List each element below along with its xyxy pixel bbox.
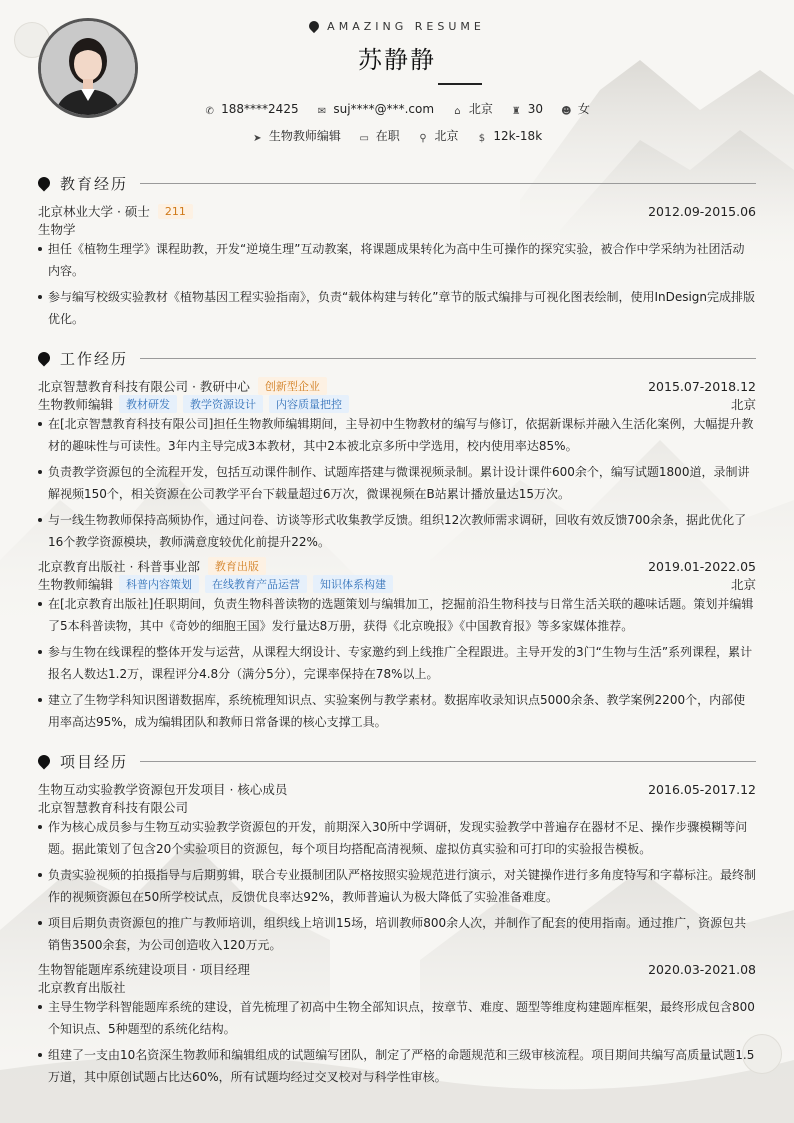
salary-item: $ 12k-18k bbox=[476, 129, 542, 144]
contact-row bbox=[0, 100, 794, 117]
ink-drop-icon bbox=[36, 350, 53, 367]
education-bullets bbox=[38, 238, 756, 334]
list-item: 建立了生物学科知识图谱数据库，系统梳理知识点、实验案例与教学素材。数据库收录知识点5000余条、教学案例2200个，内部使用率高达95%，成为编辑团队和教师日常备课的核心支撑工具。 bbox=[38, 689, 756, 733]
skill-tag: 知识体系构建 bbox=[313, 575, 393, 593]
project-entry-head bbox=[38, 780, 756, 798]
work-date: 2015.07-2018.12 bbox=[648, 378, 756, 394]
email-item: ✉ suj****@***.com bbox=[317, 102, 435, 117]
role: 生物教师编辑 bbox=[38, 577, 114, 592]
home-icon: ⌂ bbox=[454, 106, 461, 117]
project-org: 北京教育出版社 bbox=[38, 980, 126, 995]
briefcase-icon: ▭ bbox=[359, 133, 369, 144]
list-item: 在[北京教育出版社]任职期间，负责生物科普读物的选题策划与编辑加工，挖掘前沿生物科技与日常生活关联的趣味话题。策划并编辑了5本科普读物，其中《奇妙的细胞王国》发行量达8万册，获得《北京晚报》《中国教育报》等多家媒体推荐。 bbox=[38, 593, 756, 637]
work-role-row bbox=[38, 575, 756, 593]
project-org: 北京智慧教育科技有限公司 bbox=[38, 800, 189, 815]
skill-tag: 在线教育产品运营 bbox=[205, 575, 307, 593]
phone-icon: ✆ bbox=[205, 106, 214, 117]
work-role-row bbox=[38, 395, 756, 413]
skill-tag: 教学资源设计 bbox=[183, 395, 263, 413]
company-name: 北京教育出版社 · 科普事业部 bbox=[38, 559, 200, 574]
company-name: 北京智慧教育科技有限公司 · 教研中心 bbox=[38, 379, 250, 394]
send-icon: ➤ bbox=[253, 133, 262, 144]
list-item: 参与编写校级实验教材《植物基因工程实验指南》，负责“载体构建与转化”章节的版式编排与可视化图表绘制，使用InDesign完成排版优化。 bbox=[38, 286, 756, 330]
section-title: 教育经历 bbox=[60, 174, 129, 193]
list-item: 主导生物学科智能题库系统的建设，首先梳理了初高中生物全部知识点，按章节、难度、题型等维度构建题库框架，最终形成包含800个知识点、5种题型的系统化结构。 bbox=[38, 996, 756, 1040]
project-date: 2020.03-2021.08 bbox=[648, 961, 756, 977]
project-bullets bbox=[38, 996, 756, 1092]
target-city-item: ⚲ 北京 bbox=[419, 129, 459, 144]
age-item: ♜ 30 bbox=[511, 102, 544, 117]
work-entry-head bbox=[38, 377, 756, 395]
role: 生物教师编辑 bbox=[38, 397, 114, 412]
major: 生物学 bbox=[38, 222, 76, 237]
company-tag: 创新型企业 bbox=[258, 377, 327, 395]
ink-drop-icon bbox=[307, 19, 321, 33]
ink-drop-icon bbox=[36, 175, 53, 192]
work-city: 北京 bbox=[730, 577, 756, 592]
gender-item: ☻ 女 bbox=[561, 102, 590, 117]
skill-tag: 教材研发 bbox=[119, 395, 177, 413]
candidate-name: 苏静静 bbox=[358, 46, 436, 74]
section-work bbox=[38, 348, 756, 368]
work-city: 北京 bbox=[730, 397, 756, 412]
name-underline bbox=[438, 83, 482, 85]
section-title: 工作经历 bbox=[60, 349, 129, 368]
list-item: 负责实验视频的拍摄指导与后期剪辑，联合专业摄制团队严格按照实验规范进行演示，对关键操作进行多角度特写和字幕标注。最终制作的视频资源包在50所学校试点，反馈优良率达92%，教师普遍认为极大降低了实验准备难度。 bbox=[38, 864, 756, 908]
money-icon: $ bbox=[478, 133, 486, 144]
status-item: ▭ 在职 bbox=[359, 129, 400, 144]
section-title: 项目经历 bbox=[60, 752, 129, 771]
ink-drop-icon bbox=[36, 753, 53, 770]
age-icon: ♜ bbox=[511, 106, 521, 117]
education-entry-head bbox=[38, 202, 756, 220]
mail-icon: ✉ bbox=[317, 106, 327, 117]
skill-tag: 科普内容策划 bbox=[119, 575, 199, 593]
section-education bbox=[38, 173, 756, 193]
job-target-item: ➤ 生物教师编辑 bbox=[253, 129, 341, 144]
work-bullets bbox=[38, 593, 756, 737]
section-projects bbox=[38, 751, 756, 771]
list-item: 作为核心成员参与生物互动实验教学资源包的开发，前期深入30所中学调研，发现实验教学中普遍存在器材不足、操作步骤模糊等问题。据此策划了包含20个实验项目的资源包，每个项目均搭配高清视频、虚拟仿真实验和可打印的实验报告模板。 bbox=[38, 816, 756, 860]
company-tag: 教育出版 bbox=[208, 557, 266, 575]
work-entry-head bbox=[38, 557, 756, 575]
project-date: 2016.05-2017.12 bbox=[648, 781, 756, 797]
project-title: 生物互动实验教学资源包开发项目 · 核心成员 bbox=[38, 782, 288, 797]
education-major-row bbox=[38, 220, 756, 238]
list-item: 在[北京智慧教育科技有限公司]担任生物教师编辑期间，主导初中生物教材的编写与修订，依据新课标并融入生活化案例，大幅提升教材的趣味性与可读性。3年内主导完成3本教材，其中2本被北京多所中学选用，校内使用率达85%。 bbox=[38, 413, 756, 457]
list-item: 与一线生物教师保持高频协作，通过问卷、访谈等形式收集教学反馈。组织12次教师需求调研，回收有效反馈700余条，据此优化了16个教学资源模块，教师满意度较优化前提升22%。 bbox=[38, 509, 756, 553]
list-item: 项目后期负责资源包的推广与教师培训，组织线上培训15场，培训教师800余人次，并制作了配套的使用指南。通过推广，资源包共销售3500余套，为公司创造收入120万元。 bbox=[38, 912, 756, 956]
list-item: 组建了一支由10名资深生物教师和编辑组成的试题编写团队，制定了严格的命题规范和三级审核流程。项目期间共编写高质量试题1.5万道，其中原创试题占比达60%，所有试题均经过交叉校对与科学性审核。 bbox=[38, 1044, 756, 1088]
school-name: 北京林业大学 · 硕士 bbox=[38, 204, 150, 219]
list-item: 负责教学资源包的全流程开发，包括互动课件制作、试题库搭建与微课视频录制。累计设计课件600余个，编写试题1800道，录制讲解视频150个，相关资源在公司教学平台下载量超过6万次，微课视频在B站累计播放量达15万次。 bbox=[38, 461, 756, 505]
education-date: 2012.09-2015.06 bbox=[648, 203, 756, 219]
divider bbox=[140, 358, 756, 359]
divider bbox=[140, 761, 756, 762]
brand-text: AMAZING RESUME bbox=[327, 20, 485, 33]
phone-item: ✆ 188****2425 bbox=[205, 102, 299, 117]
work-date: 2019.01-2022.05 bbox=[648, 558, 756, 574]
intent-row bbox=[0, 127, 794, 144]
list-item: 参与生物在线课程的整体开发与运营，从课程大纲设计、专家邀约到上线推广全程跟进。主导开发的3门“生物与生活”系列课程，累计报名人数达1.2万，课程评分4.8分（满分5分），完课率保持在78%以上。 bbox=[38, 641, 756, 685]
skill-tag: 内容质量把控 bbox=[269, 395, 349, 413]
project-bullets bbox=[38, 816, 756, 960]
city-item: ⌂ 北京 bbox=[452, 100, 493, 117]
project-org-row bbox=[38, 978, 756, 996]
project-org-row bbox=[38, 798, 756, 816]
gender-icon: ☻ bbox=[561, 106, 572, 117]
project-entry-head bbox=[38, 960, 756, 978]
divider bbox=[140, 183, 756, 184]
location-icon: ⚲ bbox=[419, 133, 427, 144]
brand-heading bbox=[0, 20, 794, 33]
project-title: 生物智能题库系统建设项目 · 项目经理 bbox=[38, 962, 250, 977]
list-item: 担任《植物生理学》课程助教，开发“逆境生理”互动教案，将课题成果转化为高中生可操作的探究实验，被合作中学采纳为社团活动内容。 bbox=[38, 238, 756, 282]
work-bullets bbox=[38, 413, 756, 557]
school-tag: 211 bbox=[158, 204, 193, 219]
